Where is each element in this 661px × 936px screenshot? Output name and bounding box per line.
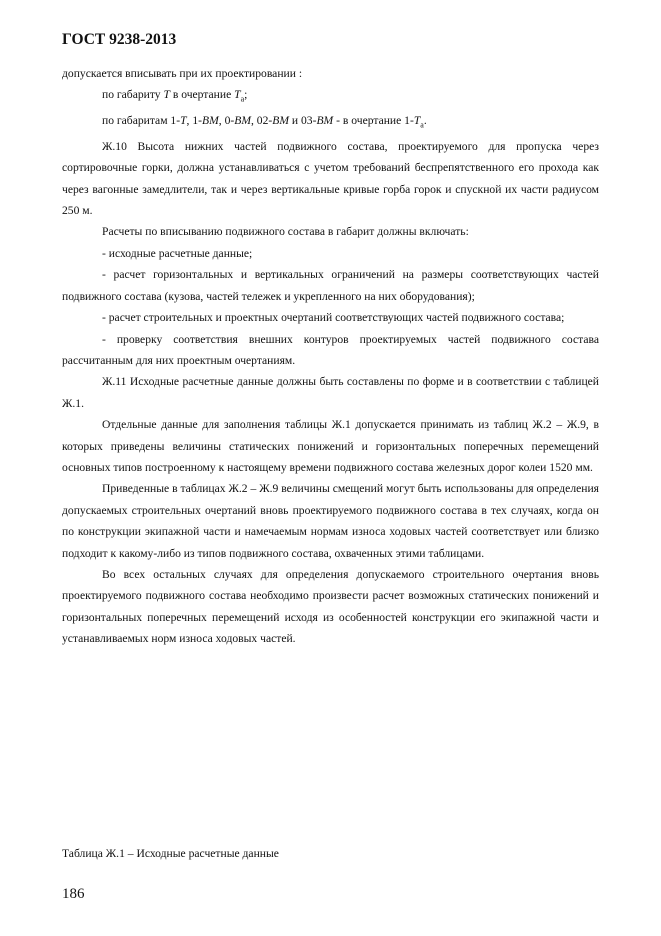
paragraph-gabarity-vm: по габаритам 1-Т, 1-ВМ, 0-ВМ, 02-ВМ и 03-ВМ - в очертание $1-Т_а$.	[102, 114, 427, 130]
paragraph: Расчеты по вписыванию подвижного состава в габарит должны включать:	[102, 225, 469, 239]
paragraph: допускается вписывать при их проектировании :	[62, 67, 303, 80]
list-item: - проверку соответствия внешних контуров проектируемых частей подвижного состава рассчитанным для них проектным очертаниям.	[62, 332, 599, 367]
page-number: 186	[62, 886, 85, 902]
list-item: - расчет горизонтальных и вертикальных ограничений на размеры соответствующих частей подвижного состава (кузова, частей тележек и укрепленного на них оборудования);	[62, 268, 599, 303]
paragraph-zh10: Ж.10 Высота нижних частей подвижного состава, проектируемого для пропуска через сортировочные горки, должна устанавливаться с учетом требований беспрепятственного его прохода как через вагонные замедлители, так и через вертикальные кривые горба горок и спускной их части радиусом 250 м.	[62, 139, 599, 218]
paragraph: Приведенные в таблицах Ж.2 – Ж.9 величины смещений могут быть использованы для определения допускаемых строительных очертаний вновь проектируемого подвижного состава в тех случаях, когда он по конструкции экипажной части и намечаемым нормам износа ходовых частей соответствует или близко подходит к какому-либо из типов подвижного состава, охваченных этими таблицами.	[62, 482, 599, 560]
list-item: - расчет строительных и проектных очертаний соответствующих частей подвижного состава;	[102, 311, 565, 325]
table-caption: Таблица Ж.1 – Исходные расчетные данные	[62, 847, 279, 860]
document-body	[62, 63, 599, 650]
paragraph-zh11: Ж.11 Исходные расчетные данные должны быть составлены по форме и в соответствии с таблицей Ж.1.	[62, 375, 599, 410]
paragraph: Во всех остальных случаях для определения допускаемого строительного очертания вновь проектируемого подвижного состава необходимо произвести расчет возможных статических понижений и горизонтальных поперечных перемещений исходя из особенностей конструкции его экипажной части и устанавливаемых норм износа ходовых частей.	[62, 567, 599, 646]
document-header: ГОСТ 9238-2013	[62, 31, 177, 48]
list-item: - исходные расчетные данные;	[102, 246, 253, 260]
paragraph-gabarit-t: по габариту Т в очертание $Т_а$;	[102, 88, 248, 104]
paragraph: Отдельные данные для заполнения таблицы Ж.1 допускается принимать из таблиц Ж.2 – Ж.9, в которых приведены величины статических понижений и горизонтальных поперечных перемещений основных типов построенному к настоящему времени подвижного состава железных дорог колеи 1520 мм.	[62, 418, 599, 474]
